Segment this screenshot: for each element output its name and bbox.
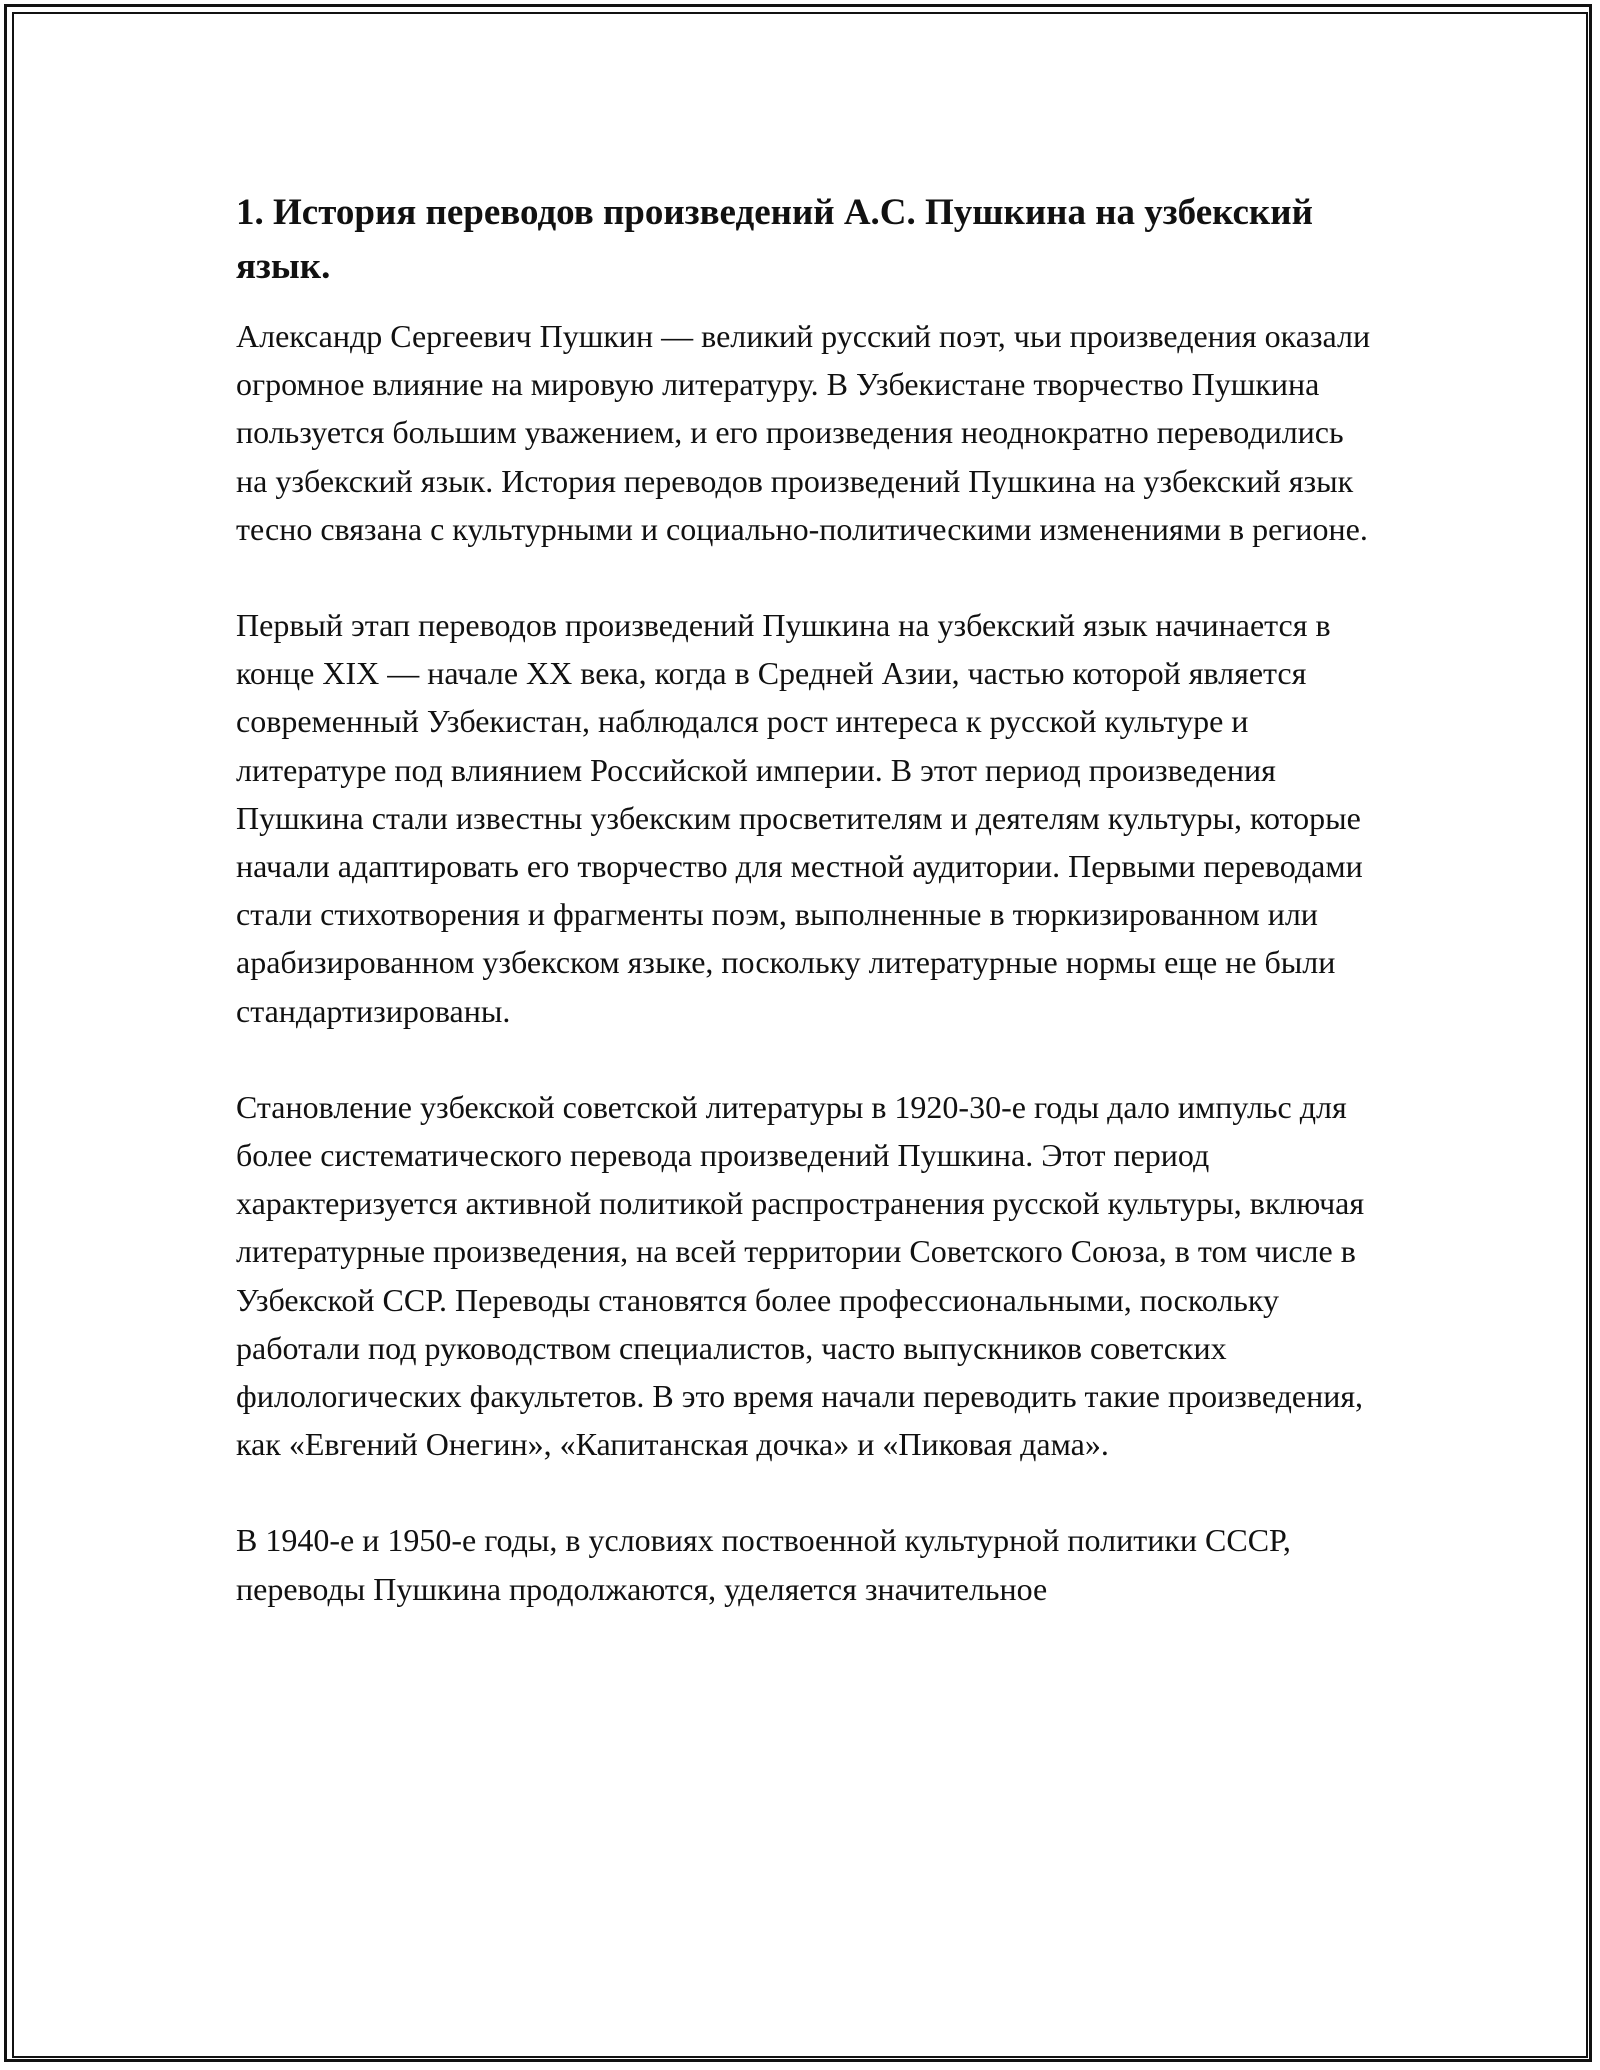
paragraph-postwar-period: В 1940-е и 1950-е годы, в условиях поствоенной культурной политики СССР, переводы Пушкина продолжаются, уделяется значительное [236, 1522, 1291, 1607]
paragraph-first-stage: Первый этап переводов произведений Пушкина на узбекский язык начинается в конце XIX — начале XX века, когда в Средней Азии, частью которой является современный Узбекистан, наблюдался рост интереса к русской культуре и литературе под влиянием Российской империи. В этот период произведения Пушкина стали известны узбекским просветителям и деятелям культуры, которые начали адаптировать его творчество для местной аудитории. Первыми переводами стали стихотворения и фрагменты поэм, выполненные в тюркизированном или арабизированном узбекском языке, поскольку литературные нормы еще не были стандартизированы. [236, 607, 1363, 1029]
paragraph-soviet-period: Становление узбекской советской литературы в 1920-30-е годы дало импульс для более систематического перевода произведений Пушкина. Этот период характеризуется активной политикой распространения русской культуры, включая литературные произведения, на всей территории Советского Союза, в том числе в Узбекской ССР. Переводы становятся более профессиональными, поскольку работали под руководством специалистов, часто выпускников советских филологических факультетов. В это время начали переводить такие произведения, как «Евгений Онегин», «Капитанская дочка» и «Пиковая дама». [236, 1088, 1365, 1463]
section-heading: 1. История переводов произведений А.С. Пушкина на узбекский язык. [236, 192, 1313, 287]
document-body [236, 186, 1376, 1613]
paragraph-intro: Александр Сергеевич Пушкин — великий русский поэт, чьи произведения оказали огромное влияние на мировую литературу. В Узбекистане творчество Пушкина пользуется большим уважением, и его произведения неоднократно переводились на узбекский язык. История переводов произведений Пушкина на узбекский язык тесно связана с культурными и социально-политическими изменениями в регионе. [236, 318, 1371, 547]
